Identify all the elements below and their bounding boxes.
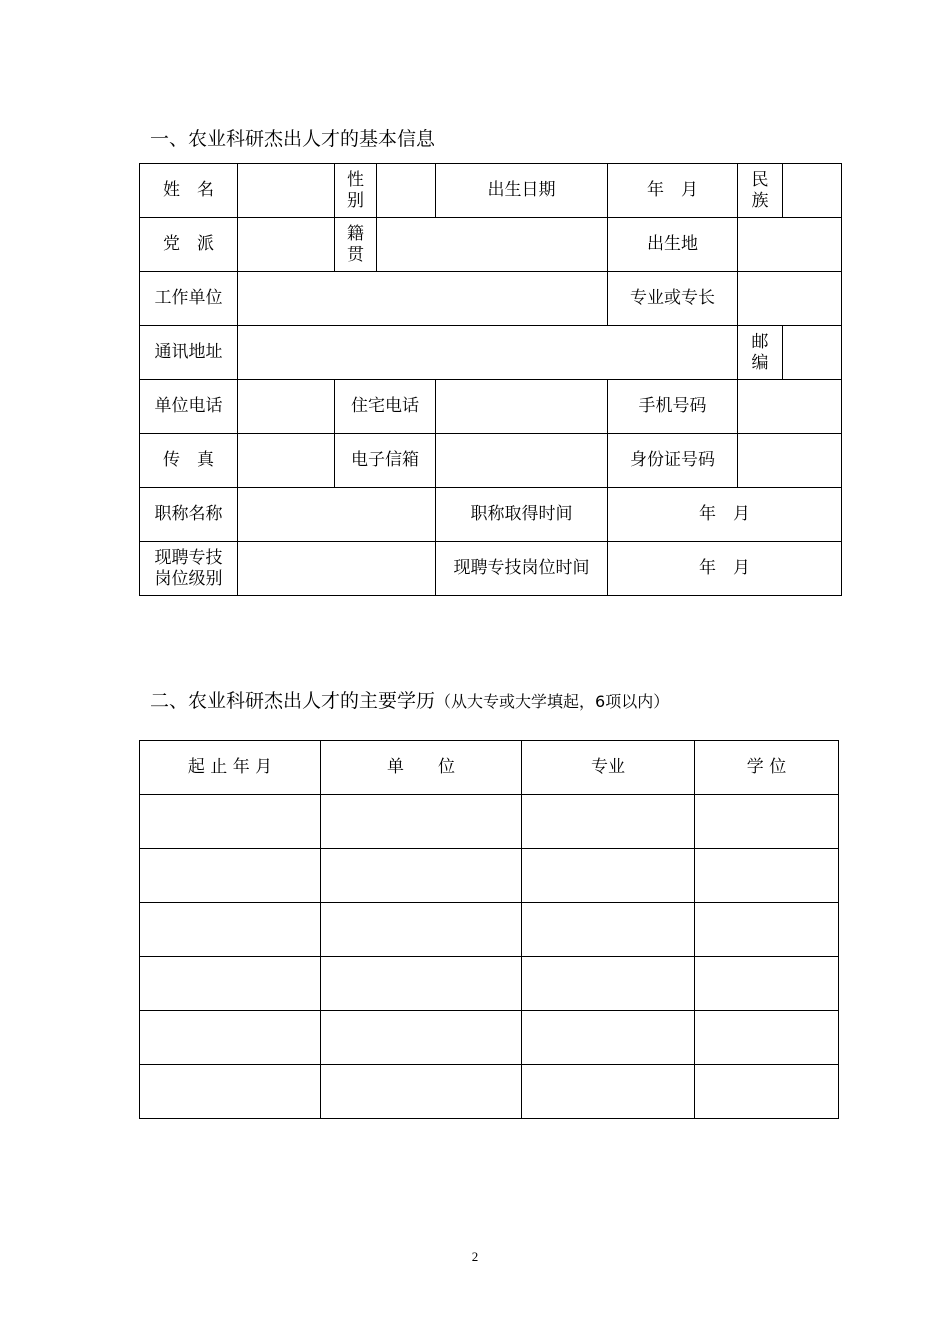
birthplace-field[interactable] <box>738 218 842 272</box>
ethnicity-label: 民族 <box>738 164 783 218</box>
education-header-row <box>140 741 839 795</box>
birth-date-field[interactable]: 年 月 <box>608 164 738 218</box>
unit-cell[interactable] <box>321 795 522 849</box>
header-period: 起 止 年 月 <box>140 741 321 795</box>
table-row <box>140 849 839 903</box>
degree-cell[interactable] <box>695 957 839 1011</box>
header-degree: 学 位 <box>695 741 839 795</box>
specialty-field[interactable] <box>738 272 842 326</box>
name-field[interactable] <box>238 164 335 218</box>
address-label: 通讯地址 <box>140 326 238 380</box>
table-row <box>140 1065 839 1119</box>
section2-title-text: 二、农业科研杰出人才的主要学历 <box>150 690 436 712</box>
major-cell[interactable] <box>522 795 695 849</box>
unit-cell[interactable] <box>321 1011 522 1065</box>
email-label: 电子信箱 <box>335 434 436 488</box>
work-phone-field[interactable] <box>238 380 335 434</box>
degree-cell[interactable] <box>695 795 839 849</box>
party-field[interactable] <box>238 218 335 272</box>
table-row <box>140 903 839 957</box>
email-field[interactable] <box>436 434 608 488</box>
major-cell[interactable] <box>522 903 695 957</box>
table-row <box>140 1011 839 1065</box>
fax-field[interactable] <box>238 434 335 488</box>
native-place-field[interactable] <box>377 218 608 272</box>
work-unit-field[interactable] <box>238 272 608 326</box>
home-phone-field[interactable] <box>436 380 608 434</box>
work-phone-label: 单位电话 <box>140 380 238 434</box>
specialty-label: 专业或专长 <box>608 272 738 326</box>
period-cell[interactable] <box>140 1011 321 1065</box>
title-time-label: 职称取得时间 <box>436 488 608 542</box>
major-cell[interactable] <box>522 957 695 1011</box>
table-row <box>140 957 839 1011</box>
postcode-label: 邮编 <box>738 326 783 380</box>
native-place-label: 籍贯 <box>335 218 377 272</box>
major-cell[interactable] <box>522 1011 695 1065</box>
period-cell[interactable] <box>140 849 321 903</box>
period-cell[interactable] <box>140 903 321 957</box>
post-level-field[interactable] <box>238 542 436 596</box>
period-cell[interactable] <box>140 957 321 1011</box>
period-cell[interactable] <box>140 795 321 849</box>
birth-date-label: 出生日期 <box>436 164 608 218</box>
gender-label: 性别 <box>335 164 377 218</box>
post-time-label: 现聘专技岗位时间 <box>436 542 608 596</box>
birthplace-label: 出生地 <box>608 218 738 272</box>
header-unit: 单 位 <box>321 741 522 795</box>
header-major: 专业 <box>522 741 695 795</box>
section2-title <box>150 686 669 713</box>
title-name-label: 职称名称 <box>140 488 238 542</box>
postcode-field[interactable] <box>783 326 842 380</box>
mobile-field[interactable] <box>738 380 842 434</box>
unit-cell[interactable] <box>321 957 522 1011</box>
work-unit-label: 工作单位 <box>140 272 238 326</box>
post-time-field[interactable]: 年 月 <box>608 542 842 596</box>
major-cell[interactable] <box>522 849 695 903</box>
degree-cell[interactable] <box>695 1011 839 1065</box>
gender-field[interactable] <box>377 164 436 218</box>
post-level-label: 现聘专技岗位级别 <box>140 542 238 596</box>
degree-cell[interactable] <box>695 849 839 903</box>
unit-cell[interactable] <box>321 1065 522 1119</box>
title-time-field[interactable]: 年 月 <box>608 488 842 542</box>
education-table <box>139 740 839 1119</box>
home-phone-label: 住宅电话 <box>335 380 436 434</box>
section1-title: 一、农业科研杰出人才的基本信息 <box>150 128 436 150</box>
page-number: 2 <box>471 1249 479 1264</box>
fax-label: 传 真 <box>140 434 238 488</box>
party-label: 党 派 <box>140 218 238 272</box>
degree-cell[interactable] <box>695 903 839 957</box>
unit-cell[interactable] <box>321 903 522 957</box>
section2-title-note: （从大专或大学填起，6项以内） <box>435 692 670 711</box>
address-field[interactable] <box>238 326 738 380</box>
period-cell[interactable] <box>140 1065 321 1119</box>
mobile-label: 手机号码 <box>608 380 738 434</box>
title-name-field[interactable] <box>238 488 436 542</box>
major-cell[interactable] <box>522 1065 695 1119</box>
name-label: 姓 名 <box>140 164 238 218</box>
id-number-label: 身份证号码 <box>608 434 738 488</box>
basic-info-table <box>139 163 842 596</box>
ethnicity-field[interactable] <box>783 164 842 218</box>
table-row <box>140 795 839 849</box>
degree-cell[interactable] <box>695 1065 839 1119</box>
id-number-field[interactable] <box>738 434 842 488</box>
unit-cell[interactable] <box>321 849 522 903</box>
